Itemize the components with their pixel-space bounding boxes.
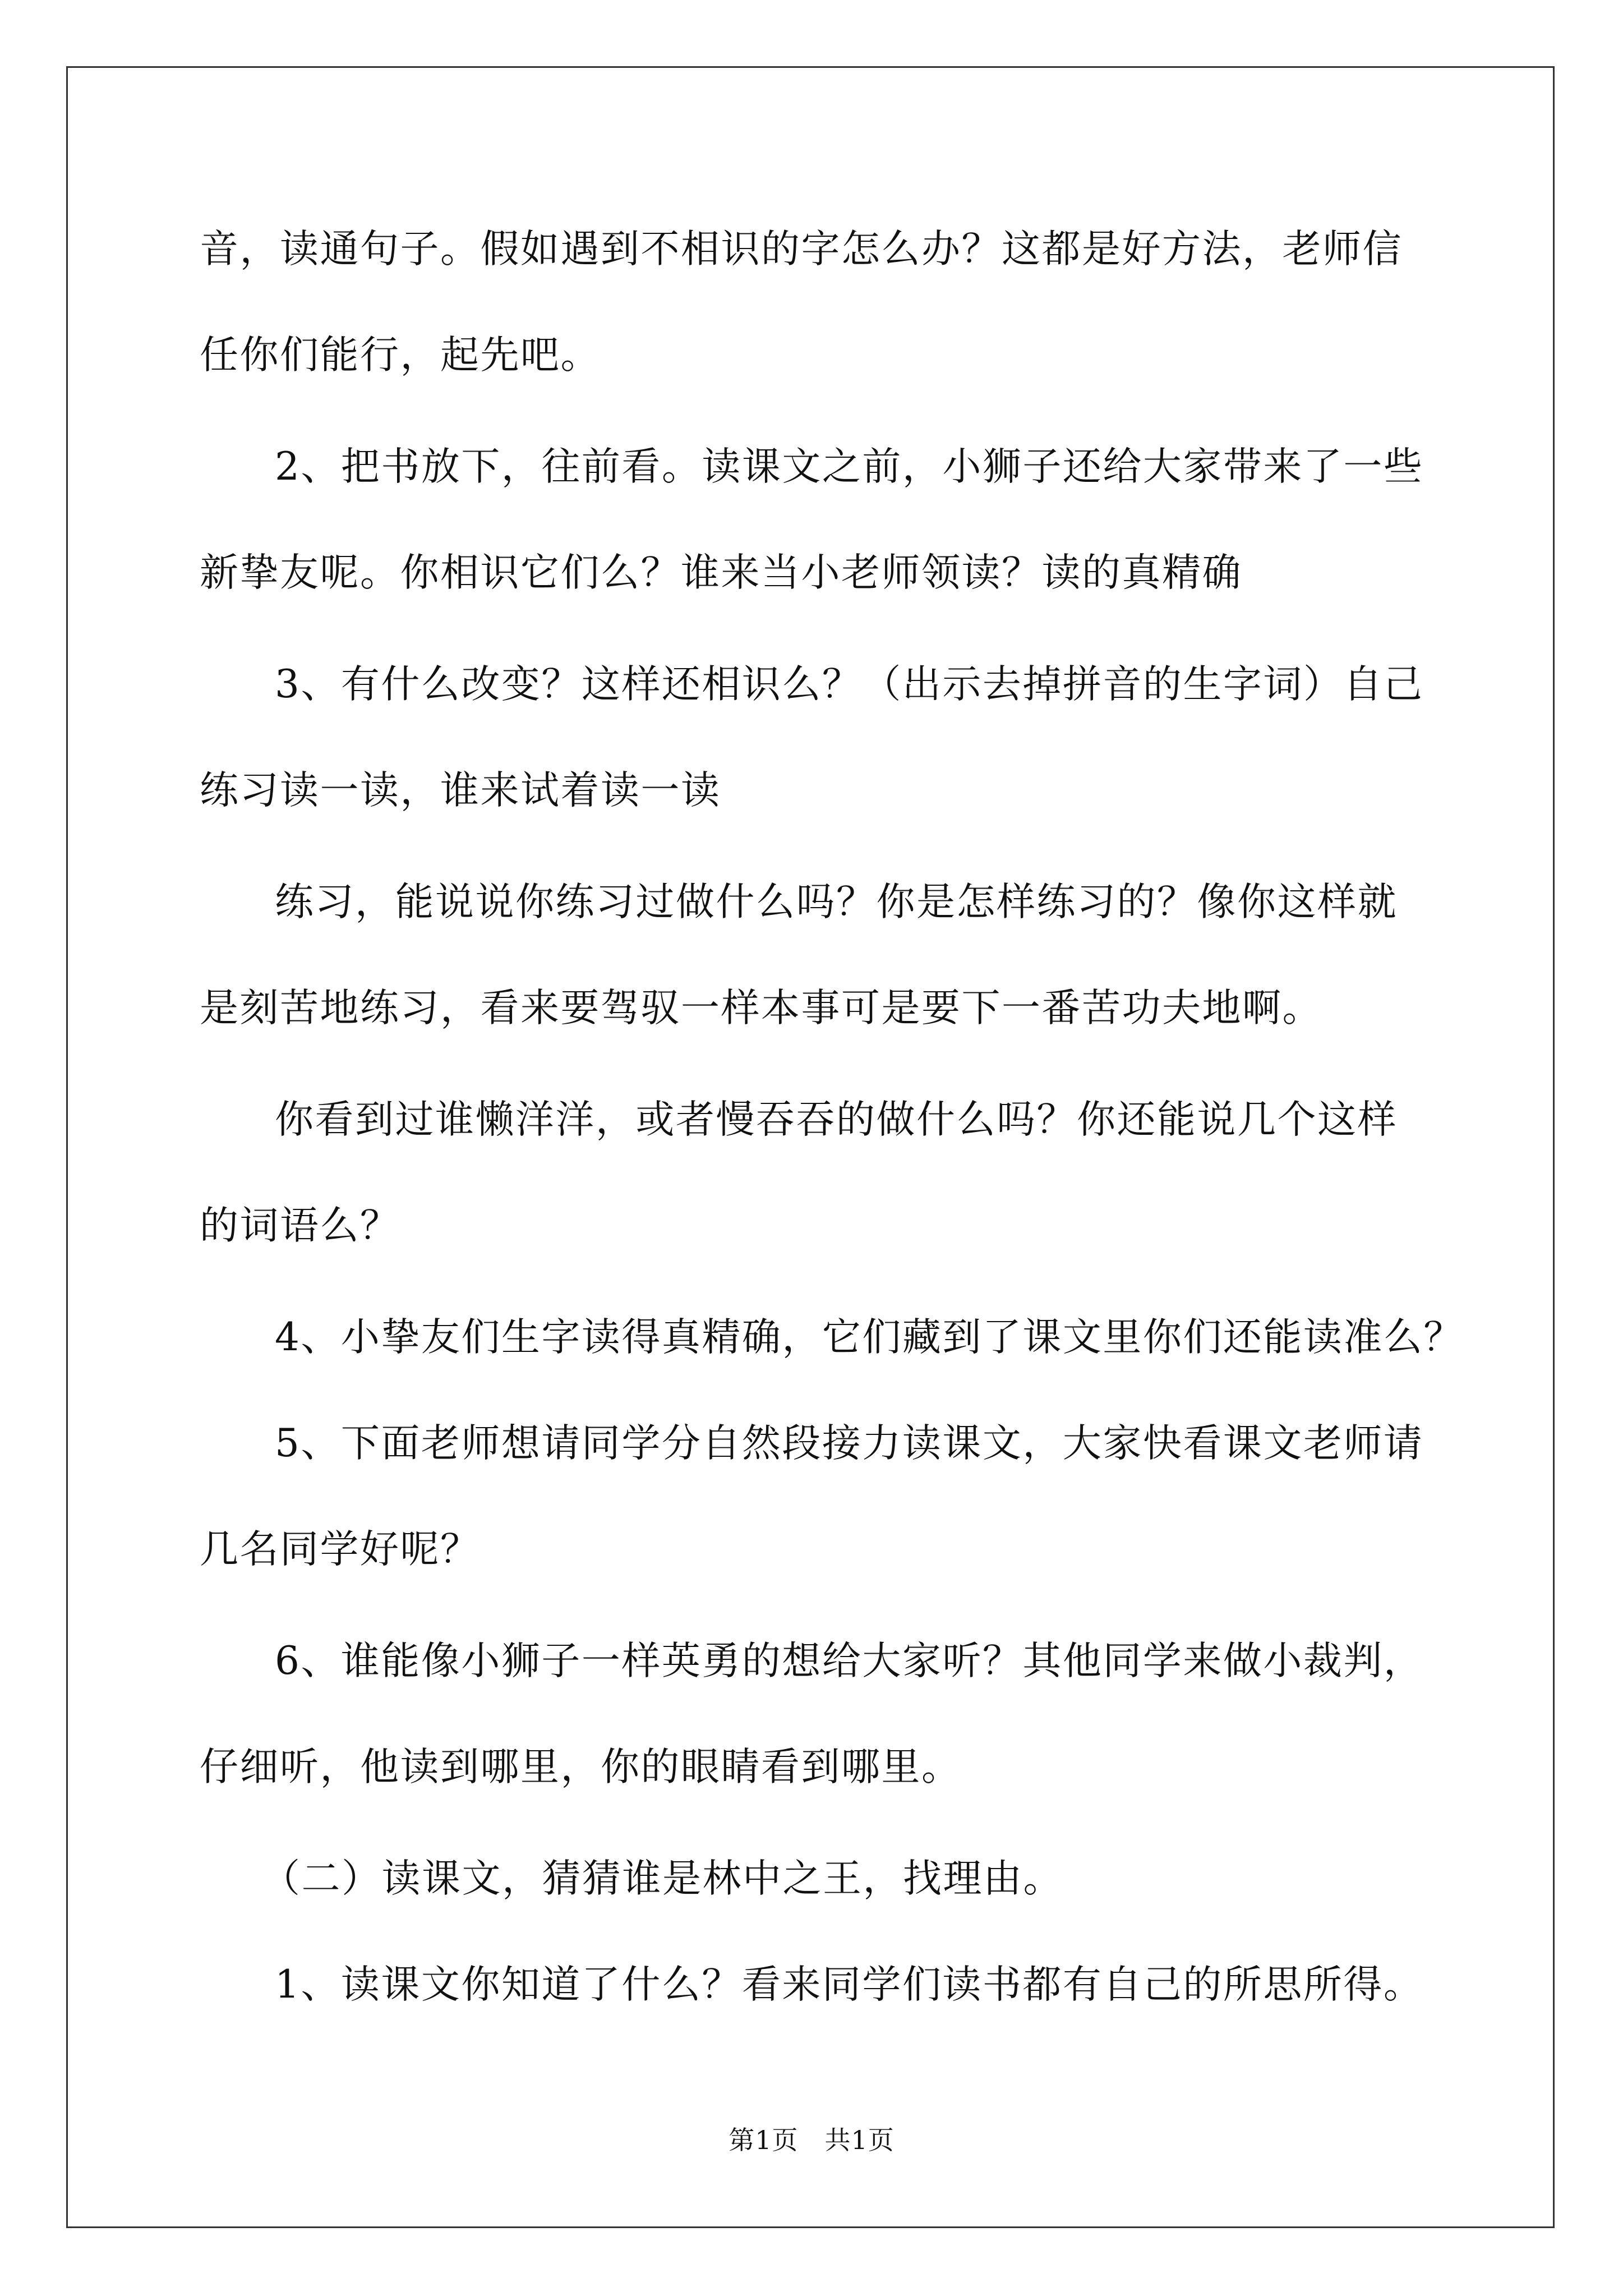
section-heading: （二）读课文，猜猜谁是林中之王，找理由。 bbox=[261, 1856, 1063, 1901]
text-line-7: 练习，能说说你练习过做什么吗？你是怎样练习的？像你这样就 bbox=[275, 880, 1398, 924]
text-line-6: 练习读一读，谁来试着读一读 bbox=[200, 768, 721, 813]
text-line-2: 任你们能行，起先吧。 bbox=[200, 333, 601, 378]
text-line-4: 新挚友呢。你相识它们么？谁来当小老师领读？读的真精确 bbox=[200, 550, 1242, 595]
text-line-12: 5、下面老师想请同学分自然段接力读课文，大家快看课文老师请 bbox=[275, 1421, 1424, 1466]
text-line-5: 3、有什么改变？这样还相识么？（出示去掉拼音的生字词）自己 bbox=[275, 662, 1424, 707]
text-line-8: 是刻苦地练习，看来要驾驭一样本事可是要下一番苦功夫地啊。 bbox=[200, 986, 1322, 1030]
text-line-9: 你看到过谁懒洋洋，或者慢吞吞的做什么吗？你还能说几个这样 bbox=[275, 1097, 1398, 1142]
text-line-10: 的词语么？ bbox=[200, 1203, 400, 1248]
text-line-1: 音，读通句子。假如遇到不相识的字怎么办？这都是好方法，老师信 bbox=[200, 227, 1403, 272]
text-line-11: 4、小挚友们生字读得真精确，它们藏到了课文里你们还能读准么？ bbox=[275, 1315, 1464, 1360]
page-border bbox=[66, 66, 1555, 2228]
page-footer: 第1页 共1页 bbox=[728, 2125, 895, 2155]
text-line-15: 仔细听，他读到哪里，你的眼睛看到哪里。 bbox=[200, 1745, 962, 1789]
text-line-17: 1、读课文你知道了什么？看来同学们读书都有自己的所思所得。 bbox=[275, 1962, 1424, 2007]
text-line-3: 2、把书放下，往前看。读课文之前，小狮子还给大家带来了一些 bbox=[275, 444, 1424, 489]
text-line-14: 6、谁能像小狮子一样英勇的想给大家听？其他同学来做小裁判， bbox=[275, 1639, 1424, 1683]
text-line-13: 几名同学好呢？ bbox=[200, 1527, 481, 1572]
